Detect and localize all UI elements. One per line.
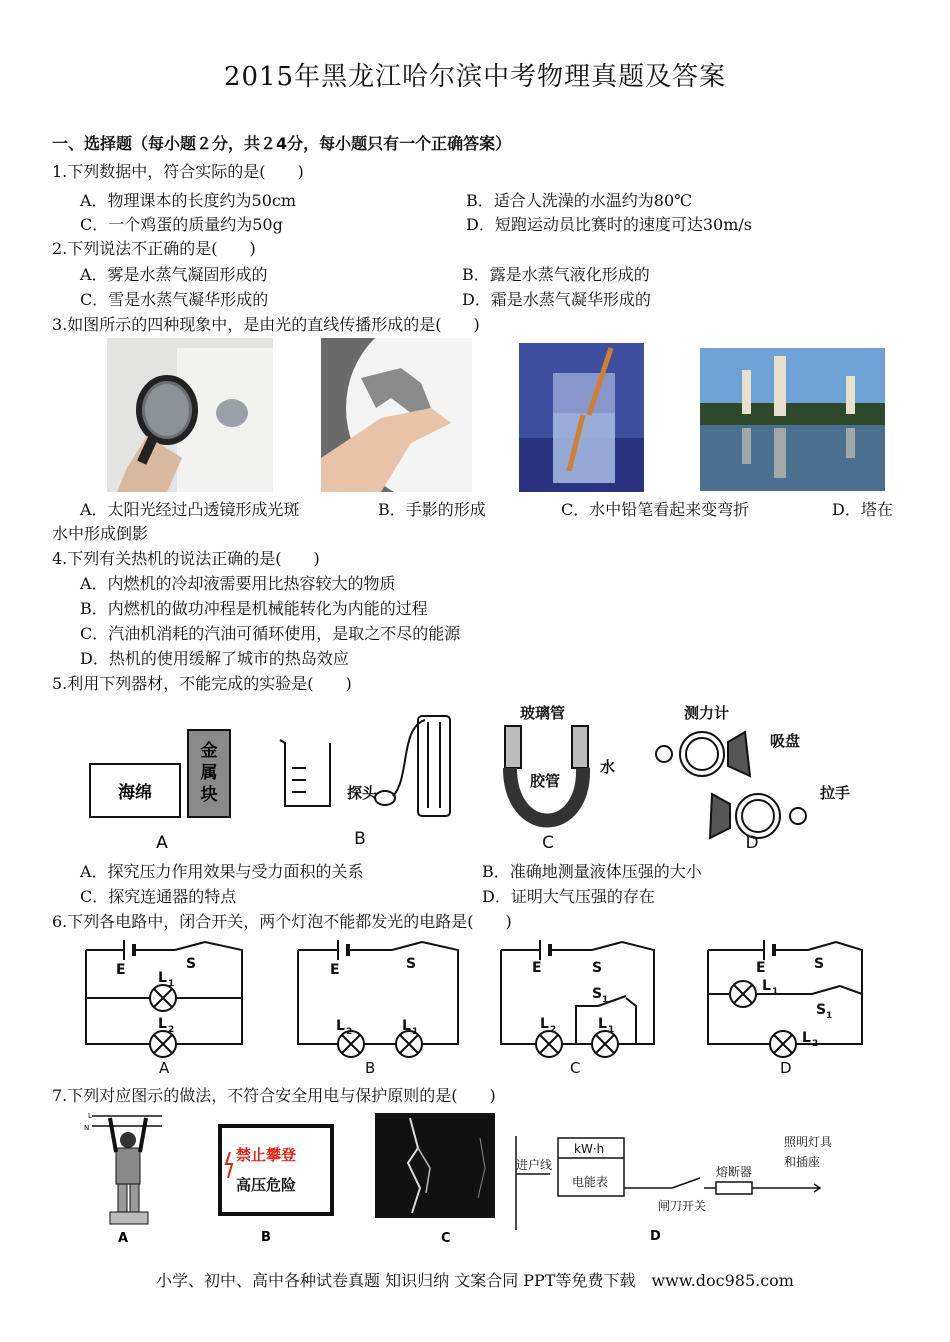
q5-option-a: A．探究压力作用效果与受力面积的关系 (80, 862, 364, 881)
q4-option-d: D．热机的使用缓解了城市的热岛效应 (80, 649, 349, 668)
section-heading: 一、选择题（每小题２分，共２4分，每小题只有一个正确答案） (52, 134, 512, 153)
q3-stem: 3.如图所示的四种现象中，是由光的直线传播形成的是( ) (52, 315, 480, 334)
q3-photo-hand-shadow (321, 338, 472, 492)
svg-text:2: 2 (812, 1039, 819, 1049)
q7-label-c: C (441, 1231, 451, 1246)
water-label: 水 (600, 758, 616, 776)
metal-label-3: 块 (200, 785, 218, 805)
q5-option-b: B．准确地测量液体压强的大小 (482, 862, 702, 881)
q4-stem: 4.下列有关热机的说法正确的是( ) (52, 549, 320, 568)
q4-option-c: C．汽油机消耗的汽油可循环使用，是取之不尽的能源 (80, 624, 461, 643)
svg-text:S: S (816, 1002, 827, 1018)
q5-option-c: C．探究连通器的特点 (80, 887, 237, 906)
svg-text:kW·h: kW·h (574, 1142, 605, 1156)
svg-text:E: E (116, 962, 126, 978)
q5-option-d: D．证明大气压强的存在 (482, 887, 655, 906)
svg-text:S: S (814, 956, 825, 972)
q6-label-a: A (159, 1059, 170, 1077)
q1-option-c: C．一个鸡蛋的质量约为50g (80, 215, 283, 234)
q7-stem: 7.下列对应图示的做法，不符合安全用电与保护原则的是( ) (52, 1086, 496, 1105)
q6-figure (80, 934, 880, 1079)
handle-label: 拉手 (820, 784, 851, 802)
svg-text:1: 1 (168, 979, 175, 989)
q1-option-a: A．物理课本的长度约为50cm (80, 191, 297, 210)
q2-option-d: D．霜是水蒸气凝华形成的 (462, 290, 651, 309)
q3-option-d-cont: 水中形成倒影 (52, 524, 149, 543)
q2-option-c: C．雪是水蒸气凝华形成的 (80, 290, 269, 309)
suction-label: 吸盘 (770, 732, 801, 750)
footer: 小学、初中、高中各种试卷真题 知识归纳 文案合同 PPT等免费下载 www.doc985.com (156, 1271, 794, 1290)
svg-text:进户线: 进户线 (516, 1158, 553, 1172)
svg-text:1: 1 (608, 1025, 615, 1035)
svg-text:L: L (802, 1030, 811, 1046)
q5-label-b: B (354, 829, 366, 849)
svg-text:S: S (592, 986, 603, 1002)
q3-option-b: B．手影的形成 (378, 500, 486, 519)
glass-tube-label: 玻璃管 (520, 704, 566, 722)
q1-option-d: D．短跑运动员比赛时的速度可达30m/s (466, 215, 752, 234)
q3-photo-pagoda-reflection (700, 348, 885, 491)
q5-label-d: D (745, 833, 759, 853)
page-title: 2015年黑龙江哈尔滨中考物理真题及答案 (223, 62, 727, 92)
svg-text:熔断器: 熔断器 (716, 1165, 753, 1179)
q5-figure (80, 698, 880, 856)
q1-stem: 1.下列数据中，符合实际的是( ) (52, 162, 304, 181)
svg-text:L: L (158, 970, 167, 986)
svg-text:S: S (592, 960, 603, 976)
q3-option-c: C．水中铅笔看起来变弯折 (561, 500, 750, 519)
svg-text:L: L (540, 1016, 549, 1032)
q7-fig-c (375, 1113, 495, 1246)
q5-label-c: C (542, 833, 554, 853)
dynamometer-label: 测力计 (684, 704, 730, 722)
svg-text:L: L (402, 1018, 411, 1034)
q1-option-b: B．适合人洗澡的水温约为80℃ (466, 191, 693, 210)
metal-label-1: 金 (200, 741, 218, 761)
q5-fig-b (280, 716, 450, 849)
q3-option-a: A．太阳光经过凸透镜形成光斑 (80, 500, 300, 519)
svg-text:2: 2 (346, 1027, 353, 1037)
q5-label-a: A (156, 833, 168, 853)
q4-option-b: B．内燃机的做功冲程是机械能转化为内能的过程 (80, 599, 428, 618)
circuit-b (298, 940, 458, 1057)
svg-text:2: 2 (168, 1025, 175, 1035)
svg-text:和插座: 和插座 (784, 1155, 821, 1169)
q2-option-a: A．雾是水蒸气凝固形成的 (80, 265, 268, 284)
q7-label-b: B (261, 1230, 271, 1245)
q7-label-a: A (118, 1231, 129, 1246)
q5-fig-a (90, 730, 230, 853)
q3-option-d: D．塔在 (832, 500, 893, 519)
svg-text:N: N (84, 1124, 90, 1132)
svg-text:L: L (336, 1018, 345, 1034)
svg-text:1: 1 (826, 1011, 833, 1021)
q3-photo-magnifier (107, 338, 273, 492)
svg-text:禁止攀登: 禁止攀登 (236, 1146, 297, 1164)
svg-text:电能表: 电能表 (572, 1175, 609, 1189)
svg-text:1: 1 (772, 987, 779, 997)
svg-text:1: 1 (412, 1027, 419, 1037)
q7-fig-a (84, 1112, 162, 1246)
svg-text:闸刀开关: 闸刀开关 (658, 1199, 707, 1213)
svg-text:E: E (532, 960, 542, 976)
circuit-c (501, 940, 654, 1057)
svg-text:L: L (598, 1016, 607, 1032)
metal-label-2: 属 (200, 763, 218, 783)
q6-label-c: C (570, 1059, 581, 1077)
q2-option-b: B．露是水蒸气液化形成的 (462, 265, 650, 284)
svg-text:2: 2 (550, 1025, 557, 1035)
q7-figure (80, 1108, 880, 1248)
q6-label-b: B (365, 1059, 376, 1077)
q6-label-d: D (780, 1059, 792, 1077)
svg-text:S: S (406, 956, 417, 972)
q7-label-d: D (650, 1229, 661, 1244)
q5-fig-c (505, 704, 615, 853)
q5-fig-d (656, 704, 850, 853)
hose-label: 胶管 (530, 772, 561, 790)
svg-text:S: S (186, 956, 197, 972)
q5-stem: 5.利用下列器材，不能完成的实验是( ) (52, 674, 352, 693)
circuit-a (86, 940, 242, 1057)
svg-text:照明灯具: 照明灯具 (784, 1135, 833, 1149)
q7-fig-d (516, 1134, 833, 1244)
q4-option-a: A．内燃机的冷却液需要用比热容较大的物质 (80, 574, 396, 593)
probe-label: 探头 (347, 784, 378, 802)
svg-text:高压危险: 高压危险 (236, 1176, 297, 1194)
svg-text:E: E (330, 962, 340, 978)
svg-text:1: 1 (602, 995, 609, 1005)
svg-text:E: E (756, 960, 766, 976)
q2-stem: 2.下列说法不正确的是( ) (52, 239, 256, 258)
svg-text:L: L (158, 1016, 167, 1032)
q3-photo-pencil-in-water (519, 343, 644, 492)
sponge-label: 海绵 (118, 783, 152, 803)
q7-fig-b (220, 1126, 332, 1245)
q6-stem: 6.下列各电路中，闭合开关，两个灯泡不能都发光的电路是( ) (52, 912, 512, 931)
svg-text:L: L (88, 1112, 92, 1120)
circuit-d (708, 940, 862, 1057)
svg-text:L: L (762, 978, 771, 994)
